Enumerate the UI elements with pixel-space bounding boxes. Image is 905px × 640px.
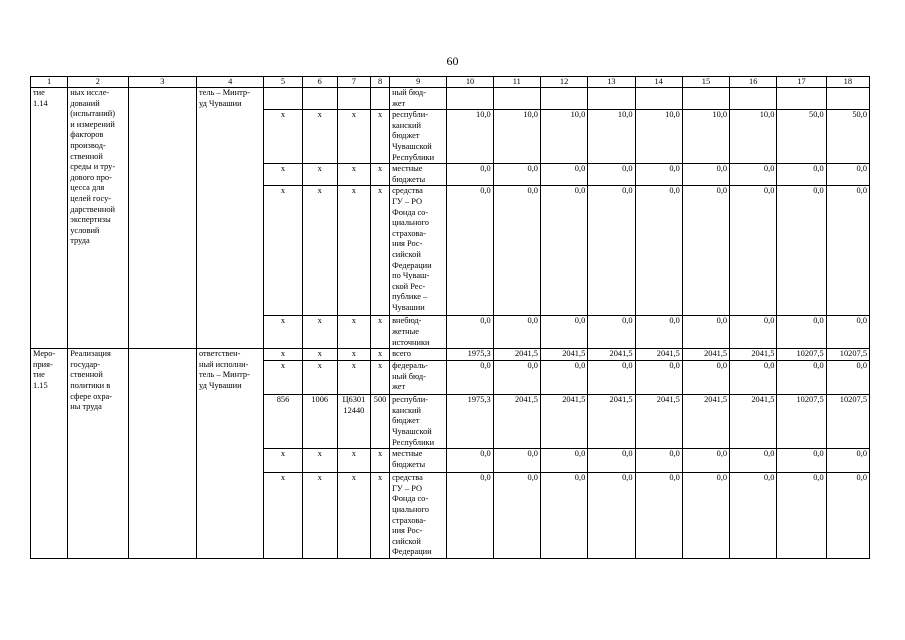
target-code: x bbox=[337, 316, 370, 349]
amount-cell: 0,0 bbox=[682, 316, 729, 349]
table-row bbox=[31, 349, 870, 361]
amount-cell: 0,0 bbox=[635, 473, 682, 559]
section-code: x bbox=[302, 186, 337, 316]
funding-source: средства ГУ – РО Фонда со- циального страхова- ния Рос- сийской Федерации по Чуваш- ской Рес- публике – Чувашии bbox=[390, 186, 447, 316]
amount-cell bbox=[447, 88, 493, 110]
funding-source: средства ГУ – РО Фонда со- циального страхова- ния Рос- сийской Федерации bbox=[390, 473, 447, 559]
target-code: x bbox=[337, 449, 370, 473]
amount-cell: 0,0 bbox=[826, 473, 869, 559]
amount-cell: 0,0 bbox=[540, 473, 587, 559]
amount-cell: 0,0 bbox=[635, 449, 682, 473]
executor-cell: ответствен- ный исполни- тель – Минтр- уд Чувашии bbox=[196, 349, 263, 559]
expense-type-code: x bbox=[370, 186, 389, 316]
target-code: x bbox=[337, 361, 370, 395]
amount-cell: 10,0 bbox=[730, 110, 777, 164]
funding-source: местные бюджеты bbox=[390, 164, 447, 186]
funding-source: местные бюджеты bbox=[390, 449, 447, 473]
amount-cell: 0,0 bbox=[447, 449, 493, 473]
funding-source: ный бюд- жет bbox=[390, 88, 447, 110]
header-cell: 12 bbox=[540, 77, 587, 88]
amount-cell: 50,0 bbox=[777, 110, 826, 164]
grbs-code: 856 bbox=[264, 395, 302, 449]
amount-cell: 2041,5 bbox=[730, 349, 777, 361]
amount-cell: 0,0 bbox=[447, 473, 493, 559]
header-cell: 11 bbox=[493, 77, 540, 88]
target-code: Ц6301 12440 bbox=[337, 395, 370, 449]
table-row bbox=[31, 88, 870, 110]
header-cell: 9 bbox=[390, 77, 447, 88]
amount-cell: 0,0 bbox=[540, 361, 587, 395]
target-code: x bbox=[337, 349, 370, 361]
section-code: x bbox=[302, 110, 337, 164]
grbs-code: x bbox=[264, 110, 302, 164]
amount-cell: 2041,5 bbox=[540, 349, 587, 361]
grbs-code: x bbox=[264, 349, 302, 361]
measure-title: Реализация государ- ственной политики в сфере охра- ны труда bbox=[68, 349, 128, 559]
target-code bbox=[337, 88, 370, 110]
funding-source: республи- канский бюджет Чувашской Республики bbox=[390, 110, 447, 164]
expense-type-code: x bbox=[370, 449, 389, 473]
amount-cell: 2041,5 bbox=[493, 395, 540, 449]
amount-cell: 10207,5 bbox=[777, 395, 826, 449]
grbs-code: x bbox=[264, 473, 302, 559]
amount-cell: 0,0 bbox=[493, 186, 540, 316]
amount-cell: 0,0 bbox=[826, 186, 869, 316]
expense-type-code: x bbox=[370, 316, 389, 349]
amount-cell: 2041,5 bbox=[588, 395, 635, 449]
amount-cell bbox=[826, 88, 869, 110]
grbs-code: x bbox=[264, 186, 302, 316]
expense-type-code: x bbox=[370, 164, 389, 186]
grbs-code bbox=[264, 88, 302, 110]
amount-cell: 0,0 bbox=[588, 473, 635, 559]
amount-cell: 10207,5 bbox=[826, 395, 869, 449]
expense-type-code: x bbox=[370, 349, 389, 361]
header-cell: 6 bbox=[302, 77, 337, 88]
expense-type-code: x bbox=[370, 361, 389, 395]
section-code: x bbox=[302, 164, 337, 186]
header-cell: 7 bbox=[337, 77, 370, 88]
amount-cell: 0,0 bbox=[777, 164, 826, 186]
header-cell: 16 bbox=[730, 77, 777, 88]
target-code: x bbox=[337, 473, 370, 559]
amount-cell: 0,0 bbox=[826, 316, 869, 349]
amount-cell: 0,0 bbox=[447, 361, 493, 395]
amount-cell: 0,0 bbox=[447, 164, 493, 186]
amount-cell: 2041,5 bbox=[493, 349, 540, 361]
header-cell: 17 bbox=[777, 77, 826, 88]
amount-cell: 0,0 bbox=[777, 316, 826, 349]
amount-cell: 0,0 bbox=[730, 164, 777, 186]
amount-cell: 0,0 bbox=[588, 164, 635, 186]
amount-cell: 2041,5 bbox=[540, 395, 587, 449]
amount-cell bbox=[635, 88, 682, 110]
section-code: x bbox=[302, 361, 337, 395]
amount-cell: 0,0 bbox=[493, 164, 540, 186]
header-cell: 2 bbox=[68, 77, 128, 88]
amount-cell: 2041,5 bbox=[730, 395, 777, 449]
amount-cell: 0,0 bbox=[682, 361, 729, 395]
header-cell: 1 bbox=[31, 77, 68, 88]
amount-cell: 0,0 bbox=[493, 361, 540, 395]
amount-cell bbox=[777, 88, 826, 110]
amount-cell: 2041,5 bbox=[635, 349, 682, 361]
participant-cell bbox=[128, 349, 196, 559]
measure-number: Меро- прия- тие 1.15 bbox=[31, 349, 68, 559]
funding-source: федераль- ный бюд- жет bbox=[390, 361, 447, 395]
header-cell: 18 bbox=[826, 77, 869, 88]
amount-cell: 2041,5 bbox=[682, 395, 729, 449]
header-cell: 4 bbox=[196, 77, 263, 88]
amount-cell: 0,0 bbox=[588, 316, 635, 349]
section-code bbox=[302, 88, 337, 110]
grbs-code: x bbox=[264, 449, 302, 473]
amount-cell: 0,0 bbox=[730, 186, 777, 316]
participant-cell bbox=[128, 88, 196, 349]
amount-cell: 0,0 bbox=[447, 316, 493, 349]
section-code: x bbox=[302, 316, 337, 349]
amount-cell: 0,0 bbox=[493, 449, 540, 473]
amount-cell: 0,0 bbox=[635, 316, 682, 349]
amount-cell: 0,0 bbox=[777, 449, 826, 473]
amount-cell bbox=[540, 88, 587, 110]
amount-cell: 1975,3 bbox=[447, 395, 493, 449]
amount-cell bbox=[493, 88, 540, 110]
expense-type-code: x bbox=[370, 110, 389, 164]
amount-cell: 0,0 bbox=[730, 473, 777, 559]
amount-cell: 0,0 bbox=[493, 316, 540, 349]
amount-cell: 10207,5 bbox=[826, 349, 869, 361]
target-code: x bbox=[337, 186, 370, 316]
amount-cell bbox=[682, 88, 729, 110]
budget-table bbox=[30, 76, 870, 559]
amount-cell: 0,0 bbox=[682, 164, 729, 186]
amount-cell: 0,0 bbox=[777, 361, 826, 395]
amount-cell: 0,0 bbox=[635, 164, 682, 186]
amount-cell: 0,0 bbox=[540, 316, 587, 349]
measure-title: ных иссле- дований (испытаний) и измерений факторов производ- ственной среды и тру- дового про- цесса для целей госу- дарственной экспертизы условий труда bbox=[68, 88, 128, 349]
amount-cell: 0,0 bbox=[540, 449, 587, 473]
amount-cell: 2041,5 bbox=[635, 395, 682, 449]
grbs-code: x bbox=[264, 361, 302, 395]
amount-cell: 2041,5 bbox=[682, 349, 729, 361]
amount-cell: 10207,5 bbox=[777, 349, 826, 361]
section-code: x bbox=[302, 473, 337, 559]
amount-cell: 2041,5 bbox=[588, 349, 635, 361]
section-code: x bbox=[302, 449, 337, 473]
header-cell: 3 bbox=[128, 77, 196, 88]
expense-type-code bbox=[370, 88, 389, 110]
expense-type-code: 500 bbox=[370, 395, 389, 449]
amount-cell: 0,0 bbox=[826, 361, 869, 395]
header-cell: 13 bbox=[588, 77, 635, 88]
amount-cell: 0,0 bbox=[588, 449, 635, 473]
header-cell: 8 bbox=[370, 77, 389, 88]
amount-cell: 0,0 bbox=[682, 473, 729, 559]
amount-cell: 10,0 bbox=[635, 110, 682, 164]
header-cell: 5 bbox=[264, 77, 302, 88]
amount-cell: 10,0 bbox=[447, 110, 493, 164]
target-code: x bbox=[337, 110, 370, 164]
amount-cell: 0,0 bbox=[730, 449, 777, 473]
amount-cell: 0,0 bbox=[730, 361, 777, 395]
amount-cell: 0,0 bbox=[777, 186, 826, 316]
section-code: 1006 bbox=[302, 395, 337, 449]
amount-cell: 50,0 bbox=[826, 110, 869, 164]
table-body bbox=[31, 77, 870, 559]
amount-cell: 0,0 bbox=[588, 186, 635, 316]
amount-cell: 0,0 bbox=[635, 361, 682, 395]
amount-cell: 0,0 bbox=[826, 449, 869, 473]
amount-cell: 0,0 bbox=[777, 473, 826, 559]
amount-cell: 0,0 bbox=[682, 186, 729, 316]
funding-source: всего bbox=[390, 349, 447, 361]
amount-cell: 10,0 bbox=[540, 110, 587, 164]
amount-cell: 10,0 bbox=[493, 110, 540, 164]
amount-cell: 0,0 bbox=[540, 164, 587, 186]
page-number: 60 bbox=[446, 54, 459, 68]
amount-cell: 0,0 bbox=[682, 449, 729, 473]
amount-cell: 10,0 bbox=[588, 110, 635, 164]
header-cell: 15 bbox=[682, 77, 729, 88]
grbs-code: x bbox=[264, 316, 302, 349]
amount-cell bbox=[730, 88, 777, 110]
amount-cell bbox=[588, 88, 635, 110]
amount-cell: 1975,3 bbox=[447, 349, 493, 361]
amount-cell: 0,0 bbox=[493, 473, 540, 559]
executor-cell: тель – Минтр- уд Чувашии bbox=[196, 88, 263, 349]
amount-cell: 0,0 bbox=[635, 186, 682, 316]
target-code: x bbox=[337, 164, 370, 186]
measure-number: тие 1.14 bbox=[31, 88, 68, 349]
amount-cell: 0,0 bbox=[826, 164, 869, 186]
section-code: x bbox=[302, 349, 337, 361]
grbs-code: x bbox=[264, 164, 302, 186]
header-cell: 10 bbox=[447, 77, 493, 88]
funding-source: республи- канский бюджет Чувашской Республики bbox=[390, 395, 447, 449]
amount-cell: 10,0 bbox=[682, 110, 729, 164]
header-row bbox=[31, 77, 870, 88]
funding-source: внебюд- жетные источники bbox=[390, 316, 447, 349]
amount-cell: 0,0 bbox=[588, 361, 635, 395]
expense-type-code: x bbox=[370, 473, 389, 559]
amount-cell: 0,0 bbox=[540, 186, 587, 316]
amount-cell: 0,0 bbox=[447, 186, 493, 316]
header-cell: 14 bbox=[635, 77, 682, 88]
amount-cell: 0,0 bbox=[730, 316, 777, 349]
